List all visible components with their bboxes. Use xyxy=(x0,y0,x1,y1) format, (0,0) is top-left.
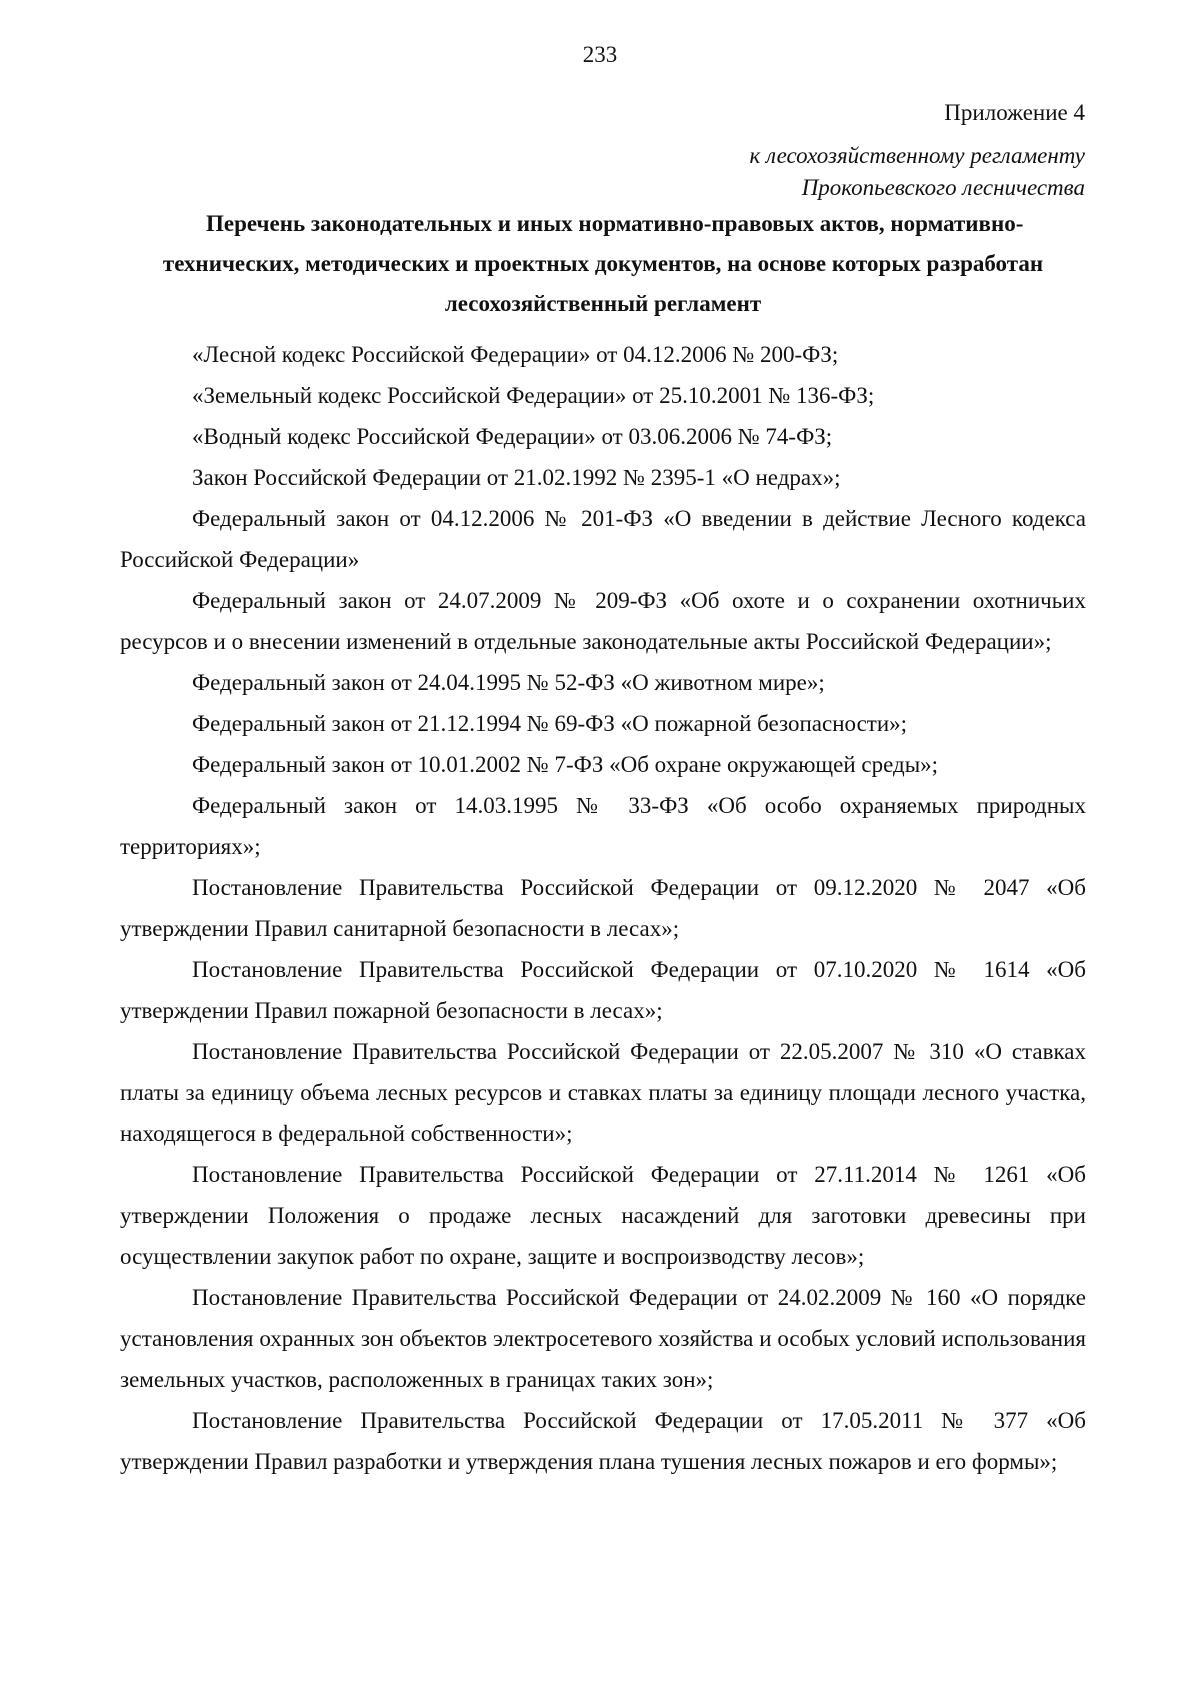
list-item: Постановление Правительства Российской Федерации от 22.05.2007 № 310 «О ставках платы за единицу объема лесных ресурсов и ставках платы за единицу площади лесного участка, находящегося в федеральной собственности»; xyxy=(120,1039,1086,1146)
list-item: Постановление Правительства Российской Федерации от 27.11.2014 № 1261 «Об утверждении Положения о продаже лесных насаждений для заготовки древесины при осуществлении закупок работ по охране, защите и воспроизводству лесов»; xyxy=(120,1162,1086,1269)
appendix-subtitle-line-2: Прокопьевского лесничества xyxy=(801,175,1085,200)
list-item: Постановление Правительства Российской Федерации от 07.10.2020 № 1614 «Об утверждении Правил пожарной безопасности в лесах»; xyxy=(120,957,1086,1023)
list-item: «Земельный кодекс Российской Федерации» от 25.10.2001 № 136-ФЗ; xyxy=(192,383,875,408)
heading-line-1: Перечень законодательных и иных нормативно-правовых актов, нормативно- xyxy=(206,211,1024,236)
appendix-title: Приложение 4 xyxy=(944,100,1085,125)
list-item: Федеральный закон от 04.12.2006 № 201-ФЗ «О введении в действие Лесного кодекса Российской Федерации» xyxy=(120,506,1086,572)
list-item: Постановление Правительства Российской Федерации от 24.02.2009 № 160 «О порядке установления охранных зон объектов электросетевого хозяйства и особых условий использования земельных участков, расположенных в границах таких зон»; xyxy=(120,1285,1086,1392)
list-item: Постановление Правительства Российской Федерации от 17.05.2011 № 377 «Об утверждении Правил разработки и утверждения плана тушения лесных пожаров и его формы»; xyxy=(120,1408,1086,1474)
heading-line-2: технических, методических и проектных документов, на основе которых разработан xyxy=(162,251,1044,276)
list-item: Федеральный закон от 14.03.1995 № 33-ФЗ «Об особо охраняемых природных территориях»; xyxy=(120,793,1086,859)
list-item: Федеральный закон от 21.12.1994 № 69-ФЗ «О пожарной безопасности»; xyxy=(192,711,908,736)
list-item: Постановление Правительства Российской Федерации от 09.12.2020 № 2047 «Об утверждении Правил санитарной безопасности в лесах»; xyxy=(120,875,1086,941)
list-item: «Лесной кодекс Российской Федерации» от 04.12.2006 № 200-ФЗ; xyxy=(192,342,839,367)
list-item: Закон Российской Федерации от 21.02.1992 № 2395-1 «О недрах»; xyxy=(192,465,841,490)
appendix-subtitle xyxy=(749,140,1085,204)
list-item: Федеральный закон от 24.07.2009 № 209-ФЗ «Об охоте и о сохранении охотничьих ресурсов и о внесении изменений в отдельные законодательные акты Российской Федерации»; xyxy=(120,588,1086,654)
heading-line-3: лесохозяйственный регламент xyxy=(444,291,762,316)
appendix-subtitle-line-1: к лесохозяйственному регламенту xyxy=(749,143,1085,168)
list-item: Федеральный закон от 10.01.2002 № 7-ФЗ «Об охране окружающей среды»; xyxy=(192,752,939,777)
page-number: 233 xyxy=(582,42,618,67)
document-heading xyxy=(120,204,1086,324)
list-item: «Водный кодекс Российской Федерации» от 03.06.2006 № 74-ФЗ; xyxy=(192,424,833,449)
list-item: Федеральный закон от 24.04.1995 № 52-ФЗ «О животном мире»; xyxy=(192,670,825,695)
legal-acts-list xyxy=(120,334,1086,1482)
